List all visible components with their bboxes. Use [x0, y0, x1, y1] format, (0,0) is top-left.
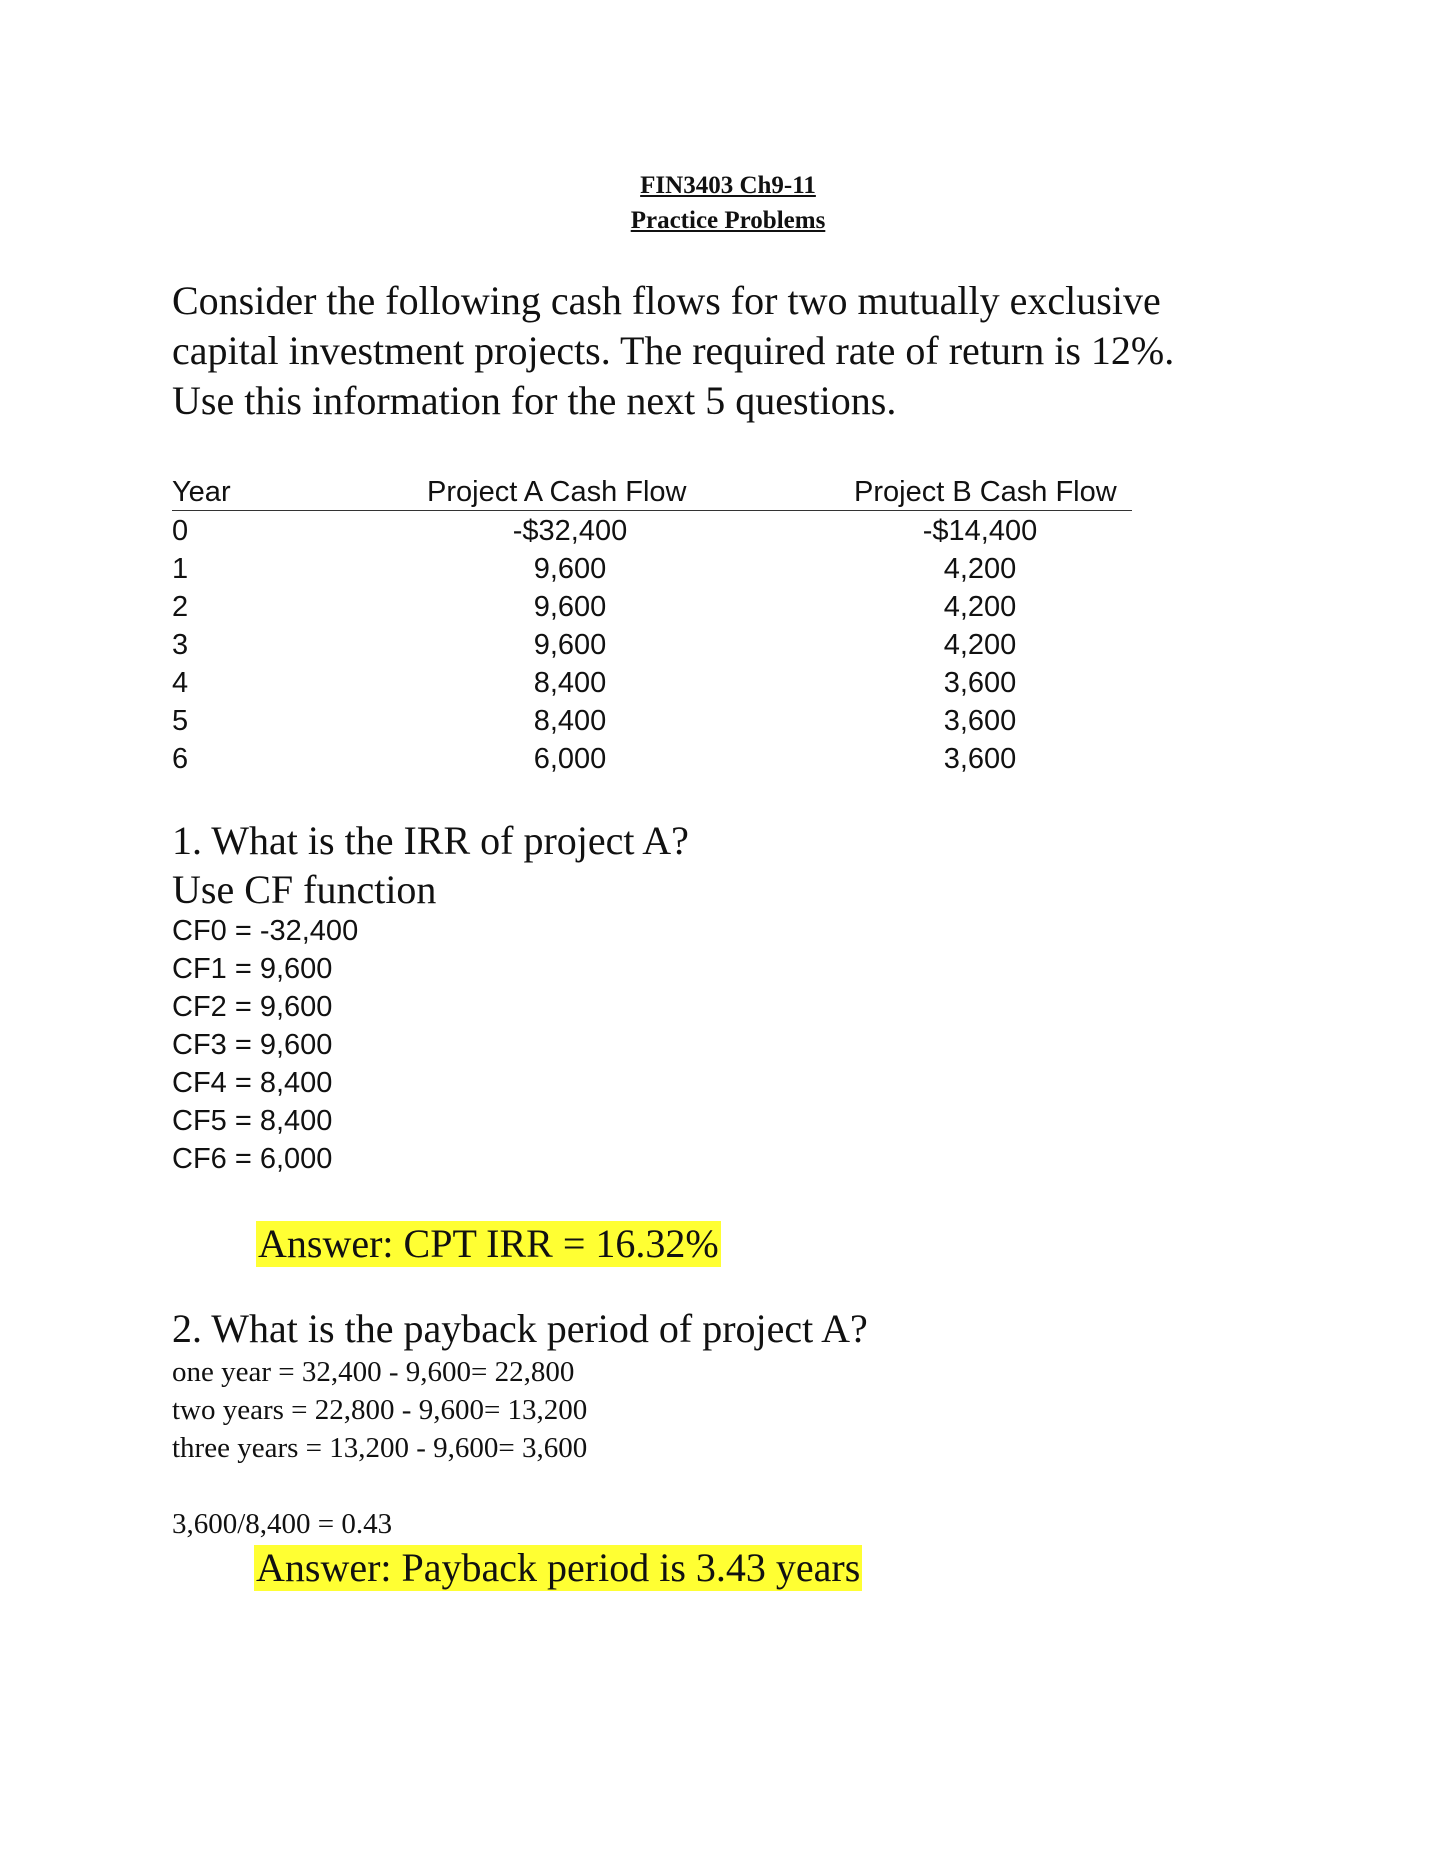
cell-year: 4 [172, 667, 189, 699]
cell-year: 6 [172, 743, 189, 775]
cf-entry: CF6 = 6,000 [172, 1143, 333, 1175]
payback-step: one year = 32,400 - 9,600= 22,800 [172, 1356, 575, 1388]
cell-project-a: -$32,400 [512, 515, 628, 547]
cell-year: 2 [172, 591, 189, 623]
payback-steps [172, 1353, 587, 1467]
cell-year: 1 [172, 553, 189, 585]
cell-project-a: 9,600 [533, 591, 607, 623]
cf-entry: CF3 = 9,600 [172, 1029, 333, 1061]
intro-line-1: Consider the following cash flows for two mutually exclusive [172, 278, 1161, 323]
cell-project-b: 3,600 [943, 705, 1017, 737]
header-underline [172, 510, 1132, 511]
cell-project-a: 6,000 [533, 743, 607, 775]
table-row [172, 512, 1132, 550]
table-body [172, 512, 1132, 778]
payback-step: two years = 22,800 - 9,600= 13,200 [172, 1394, 588, 1426]
cell-year: 5 [172, 705, 189, 737]
intro-line-3: Use this information for the next 5 questions. [172, 378, 897, 423]
table-row [172, 626, 1132, 664]
cell-project-b: 3,600 [943, 743, 1017, 775]
cell-project-b: 4,200 [943, 591, 1017, 623]
cell-project-b: 4,200 [943, 629, 1017, 661]
cell-year: 3 [172, 629, 189, 661]
question-2-title: 2. What is the payback period of project A? [172, 1306, 868, 1351]
header-year: Year [172, 476, 231, 508]
header-project-a: Project A Cash Flow [427, 476, 687, 508]
header-project-b: Project B Cash Flow [854, 476, 1117, 508]
cf-entry-list [172, 912, 358, 1178]
course-title: FIN3403 Ch9-11 [640, 172, 816, 199]
cell-project-b: 3,600 [943, 667, 1017, 699]
cf-entry: CF1 = 9,600 [172, 953, 333, 985]
table-row [172, 550, 1132, 588]
cf-entry: CF4 = 8,400 [172, 1067, 333, 1099]
question-1-title: 1. What is the IRR of project A? [172, 818, 689, 863]
intro-paragraph [172, 276, 1302, 426]
payback-step: three years = 13,200 - 9,600= 3,600 [172, 1432, 588, 1464]
cell-project-a: 8,400 [533, 705, 607, 737]
question-1-answer: Answer: CPT IRR = 16.32% [258, 1221, 719, 1266]
cash-flow-table [172, 474, 1132, 784]
question-2-answer: Answer: Payback period is 3.43 years [256, 1545, 861, 1590]
question-1-method: Use CF function [172, 867, 437, 912]
cell-project-a: 8,400 [533, 667, 607, 699]
document-subtitle: Practice Problems [630, 207, 826, 234]
cf-entry: CF0 = -32,400 [172, 915, 359, 947]
cell-project-a: 9,600 [533, 553, 607, 585]
cell-project-a: 9,600 [533, 629, 607, 661]
cf-entry: CF2 = 9,600 [172, 991, 333, 1023]
payback-fraction: 3,600/8,400 = 0.43 [172, 1508, 393, 1540]
cf-entry: CF5 = 8,400 [172, 1105, 333, 1137]
intro-line-2: capital investment projects. The required rate of return is 12%. [172, 328, 1175, 373]
cell-project-b: -$14,400 [922, 515, 1038, 547]
table-row [172, 664, 1132, 702]
table-row [172, 702, 1132, 740]
table-row [172, 740, 1132, 778]
table-row [172, 588, 1132, 626]
cell-year: 0 [172, 515, 189, 547]
cell-project-b: 4,200 [943, 553, 1017, 585]
